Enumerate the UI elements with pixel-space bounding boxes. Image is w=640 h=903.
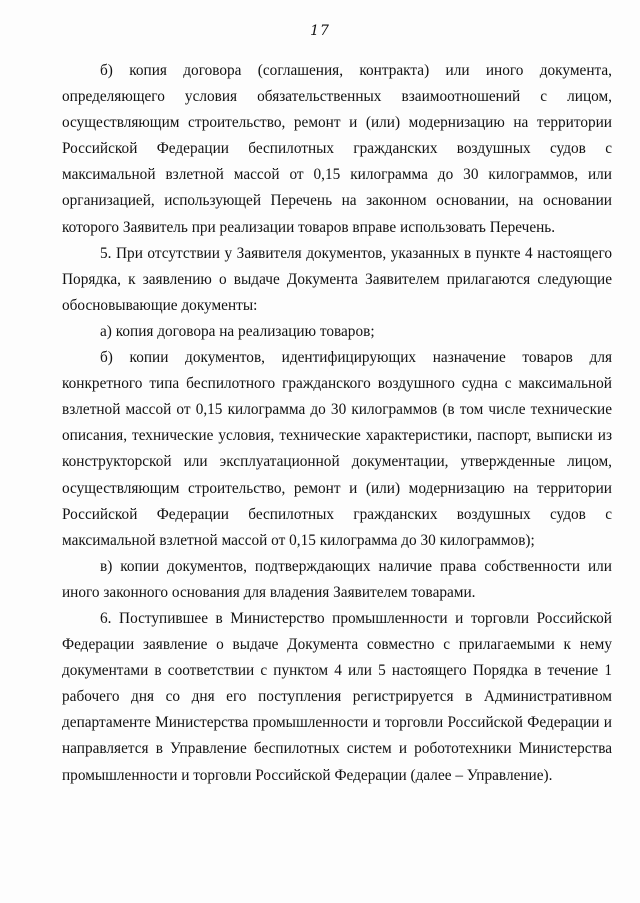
- paragraph-5a: а) копия договора на реализацию товаров;: [100, 322, 375, 340]
- paragraph-5v: в) копии документов, подтверждающих наличие права собственности или иного законного основания для владения Заявителем товарами.: [62, 557, 612, 601]
- page-number: 17: [310, 23, 330, 39]
- paragraph-5: 5. При отсутствии у Заявителя документов, указанных в пункте 4 настоящего Порядка, к заявлению о выдаче Документа Заявителем прилагаются следующие обосновывающие документы:: [62, 244, 612, 314]
- paragraph-4b: б) копия договора (соглашения, контракта) или иного документа, определяющего условия обязательственных взаимоотношений с лицом, осуществляющим строительство, ремонт и (или) модернизацию на территории Российской Федерации беспилотных гражданских воздушных судов с максимальной взлетной массой от 0,15 килограмма до 30 килограммов, или организацией, использующей Перечень на законном основании, на основании которого Заявитель при реализации товаров вправе использовать Перечень.: [62, 62, 612, 236]
- document-body: [62, 0, 612, 789]
- paragraph-6: 6. Поступившее в Министерство промышленности и торговли Российской Федерации заявление о выдаче Документа совместно с прилагаемыми к нему документами в соответствии с пунктом 4 или 5 настоящего Порядка в течение 1 рабочего дня со дня его поступления регистрируется в Административном департаменте Министерства промышленности и торговли Российской Федерации и направляется в Управление беспилотных систем и робототехники Министерства промышленности и торговли Российской Федерации (далее – Управление).: [62, 609, 612, 784]
- paragraph-5b: б) копии документов, идентифицирующих назначение товаров для конкретного типа беспилотного гражданского воздушного судна с максимальной взлетной массой от 0,15 килограмма до 30 килограммов (в том числе технические описания, технические условия, технические характеристики, паспорт, выписки из конструкторской или эксплуатационной документации, утвержденные лицом, осуществляющим строительство, ремонт и (или) модернизацию на территории Российской Федерации беспилотных гражданских воздушных судов с максимальной взлетной массой от 0,15 килограмма до 30 килограммов);: [62, 349, 612, 549]
